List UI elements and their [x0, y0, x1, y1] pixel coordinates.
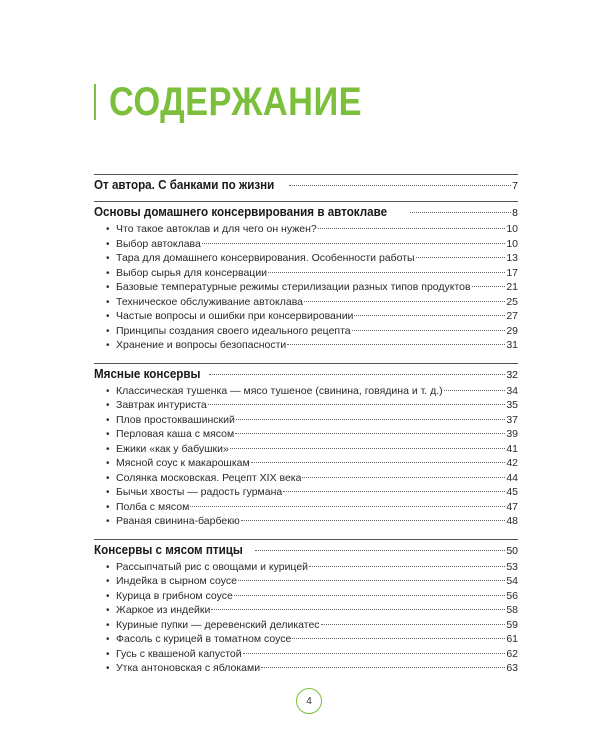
dot-leader — [209, 374, 505, 375]
toc-item-label: Курица в грибном соусе — [116, 589, 233, 602]
dot-leader — [236, 419, 505, 420]
dot-leader — [268, 272, 505, 273]
dot-leader — [287, 344, 505, 345]
toc-item-page: 56 — [506, 589, 518, 602]
dot-leader — [251, 462, 506, 463]
toc-item-page: 41 — [506, 442, 518, 455]
toc-item-page: 62 — [506, 647, 518, 660]
toc-item-label: Перловая каша с мясом — [116, 428, 235, 440]
toc-item-page: 29 — [506, 324, 518, 337]
toc-item[interactable] — [94, 560, 518, 575]
dot-leader — [202, 243, 505, 244]
toc-item-page: 17 — [506, 266, 518, 279]
toc-item[interactable] — [94, 456, 518, 471]
bullet-icon: • — [106, 516, 110, 527]
dot-leader — [255, 550, 505, 551]
toc-item-label: Плов простоквашинский — [116, 413, 235, 426]
dot-leader — [235, 433, 505, 434]
toc-item-page: 61 — [506, 633, 518, 645]
dot-leader — [289, 185, 511, 186]
toc-item[interactable] — [94, 603, 518, 618]
toc-item-page: 10 — [506, 237, 518, 250]
toc-item-page: 42 — [506, 457, 518, 469]
bullet-icon: • — [106, 634, 110, 645]
toc-item-page: 21 — [506, 281, 518, 293]
toc-item-label: Выбор сырья для консервации — [116, 266, 268, 279]
toc-item-label: Хранение и вопросы безопасности — [116, 339, 287, 351]
toc-item-label: Базовые температурные режимы стерилизации разных типов продуктов — [116, 281, 471, 293]
toc-item-label: Индейка в сырном соусе — [116, 575, 237, 587]
bullet-icon: • — [106, 414, 110, 426]
dot-leader — [190, 506, 505, 507]
toc-item-page: 35 — [506, 399, 518, 411]
bullet-icon: • — [106, 472, 110, 484]
toc-item-label: Рассыпчатый рис с овощами и курицей — [116, 560, 309, 573]
toc-section-heading[interactable] — [94, 364, 518, 384]
bullet-icon: • — [106, 605, 110, 616]
bullet-icon: • — [106, 325, 110, 337]
page-number: 4 — [306, 695, 312, 707]
toc-item-label: Фасоль с курицей в томатном соусе — [116, 633, 292, 645]
bullet-icon: • — [106, 400, 110, 411]
toc-item-page: 59 — [506, 618, 518, 631]
toc-item[interactable] — [94, 442, 518, 457]
dot-leader — [410, 212, 511, 213]
toc-item[interactable] — [94, 295, 518, 310]
toc-section-heading[interactable] — [94, 202, 518, 222]
toc-section-title: Мясные консервы — [94, 366, 201, 381]
toc-item-page: 31 — [506, 339, 518, 351]
toc-item-label: Рваная свинина-барбекю — [116, 515, 240, 527]
toc-item-label: Мясной соус к макарошкам — [116, 457, 250, 469]
toc-item-page: 53 — [506, 560, 518, 573]
dot-leader — [304, 301, 505, 302]
toc-item-page: 34 — [506, 384, 518, 397]
page-title: СОДЕРЖАНИЕ — [109, 80, 362, 124]
table-of-contents — [94, 174, 518, 676]
toc-item[interactable] — [94, 514, 518, 529]
toc-section — [94, 363, 518, 529]
bullet-icon: • — [106, 311, 110, 322]
toc-section-heading[interactable] — [94, 175, 518, 195]
bullet-icon: • — [106, 663, 110, 674]
toc-item[interactable] — [94, 266, 518, 281]
toc-item-label: Выбор автоклава — [116, 237, 201, 250]
toc-section-heading[interactable] — [94, 540, 518, 560]
toc-section-title: От автора. С банками по жизни — [94, 178, 275, 192]
dot-leader — [243, 653, 506, 654]
toc-item[interactable] — [94, 398, 518, 413]
toc-item[interactable] — [94, 500, 518, 515]
dot-leader — [472, 286, 506, 287]
bullet-icon: • — [106, 429, 110, 440]
toc-item-label: Завтрак интуриста — [116, 399, 207, 411]
toc-item[interactable] — [94, 338, 518, 353]
toc-item-page: 27 — [506, 310, 518, 322]
toc-item-page: 44 — [506, 471, 518, 484]
dot-leader — [238, 580, 505, 581]
dot-leader — [352, 330, 506, 331]
toc-item-label: Ежики «как у бабушки» — [116, 442, 229, 455]
toc-item-label: Классическая тушенка — мясо тушеное (свинина, говядина и т. д.) — [116, 384, 443, 397]
toc-section-page: 8 — [512, 207, 518, 219]
toc-section-page: 32 — [506, 368, 518, 381]
toc-item[interactable] — [94, 471, 518, 486]
bullet-icon: • — [106, 385, 110, 397]
bullet-icon: • — [106, 487, 110, 498]
dot-leader — [234, 595, 505, 596]
dot-leader — [309, 566, 505, 567]
toc-section — [94, 174, 518, 195]
toc-item-page: 13 — [506, 252, 518, 264]
toc-item[interactable] — [94, 589, 518, 604]
toc-item[interactable] — [94, 485, 518, 500]
dot-leader — [416, 257, 506, 258]
toc-item-page: 39 — [506, 428, 518, 440]
toc-item-label: Полба с мясом — [116, 500, 190, 513]
toc-item-page: 54 — [506, 575, 518, 587]
bullet-icon: • — [106, 267, 110, 279]
toc-item[interactable] — [94, 647, 518, 662]
bullet-icon: • — [106, 619, 110, 631]
dot-leader — [283, 491, 505, 492]
toc-item-page: 37 — [506, 413, 518, 426]
dot-leader — [241, 520, 506, 521]
toc-item-label: Что такое автоклав и для чего он нужен? — [116, 223, 317, 235]
bullet-icon: • — [106, 253, 110, 264]
toc-item[interactable] — [94, 309, 518, 324]
toc-item-label: Гусь с квашеной капустой — [116, 647, 242, 660]
toc-section-page: 7 — [512, 180, 518, 192]
toc-item-page: 58 — [506, 604, 518, 616]
bullet-icon: • — [106, 648, 110, 660]
toc-item[interactable] — [94, 280, 518, 295]
toc-section-page: 50 — [506, 544, 518, 557]
bullet-icon: • — [106, 224, 110, 235]
toc-item[interactable] — [94, 251, 518, 266]
toc-section-title: Основы домашнего консервирования в автоклаве — [94, 205, 388, 219]
dot-leader — [354, 315, 505, 316]
toc-item-label: Куриные пупки — деревенский деликатес — [116, 618, 320, 631]
dot-leader — [321, 624, 506, 625]
toc-item[interactable] — [94, 324, 518, 339]
toc-item[interactable] — [94, 574, 518, 589]
bullet-icon: • — [106, 576, 110, 587]
toc-item[interactable] — [94, 632, 518, 647]
bullet-icon: • — [106, 296, 110, 308]
dot-leader — [211, 609, 505, 610]
toc-item-page: 47 — [506, 500, 518, 513]
bullet-icon: • — [106, 561, 110, 573]
dot-leader — [261, 667, 505, 668]
bullet-icon: • — [106, 501, 110, 513]
bullet-icon: • — [106, 458, 110, 469]
bullet-icon: • — [106, 443, 110, 455]
toc-section-title: Консервы с мясом птицы — [94, 542, 243, 557]
toc-item-page: 48 — [506, 515, 518, 527]
toc-section — [94, 201, 518, 353]
toc-item[interactable] — [94, 661, 518, 676]
toc-item[interactable] — [94, 618, 518, 633]
toc-item-label: Техническое обслуживание автоклава — [116, 295, 304, 308]
page-number-badge — [296, 688, 322, 714]
toc-item-label: Солянка московская. Рецепт XIX века — [116, 471, 302, 484]
toc-section — [94, 539, 518, 676]
toc-item-page: 10 — [506, 223, 518, 235]
toc-item[interactable] — [94, 384, 518, 399]
toc-item-label: Частые вопросы и ошибки при консервировании — [116, 310, 354, 322]
toc-item-label: Жаркое из индейки — [116, 604, 211, 616]
dot-leader — [444, 390, 506, 391]
bullet-icon: • — [106, 340, 110, 351]
toc-item[interactable] — [94, 413, 518, 428]
dot-leader — [318, 228, 506, 229]
toc-item-label: Тара для домашнего консервирования. Особенности работы — [116, 252, 415, 264]
toc-item-label: Утка антоновская с яблоками — [116, 662, 261, 674]
toc-item[interactable] — [94, 427, 518, 442]
bullet-icon: • — [106, 590, 110, 602]
bullet-icon: • — [106, 282, 110, 293]
dot-leader — [302, 477, 505, 478]
bullet-icon: • — [106, 238, 110, 250]
dot-leader — [208, 404, 506, 405]
dot-leader — [230, 448, 505, 449]
toc-item[interactable] — [94, 222, 518, 237]
dot-leader — [292, 638, 505, 639]
toc-item[interactable] — [94, 237, 518, 252]
toc-item-page: 63 — [506, 662, 518, 674]
toc-item-page: 45 — [506, 486, 518, 498]
title-accent-bar — [94, 84, 96, 120]
toc-item-page: 25 — [506, 295, 518, 308]
toc-item-label: Бычьи хвосты — радость гурмана — [116, 486, 283, 498]
toc-item-label: Принципы создания своего идеального рецепта — [116, 324, 351, 337]
